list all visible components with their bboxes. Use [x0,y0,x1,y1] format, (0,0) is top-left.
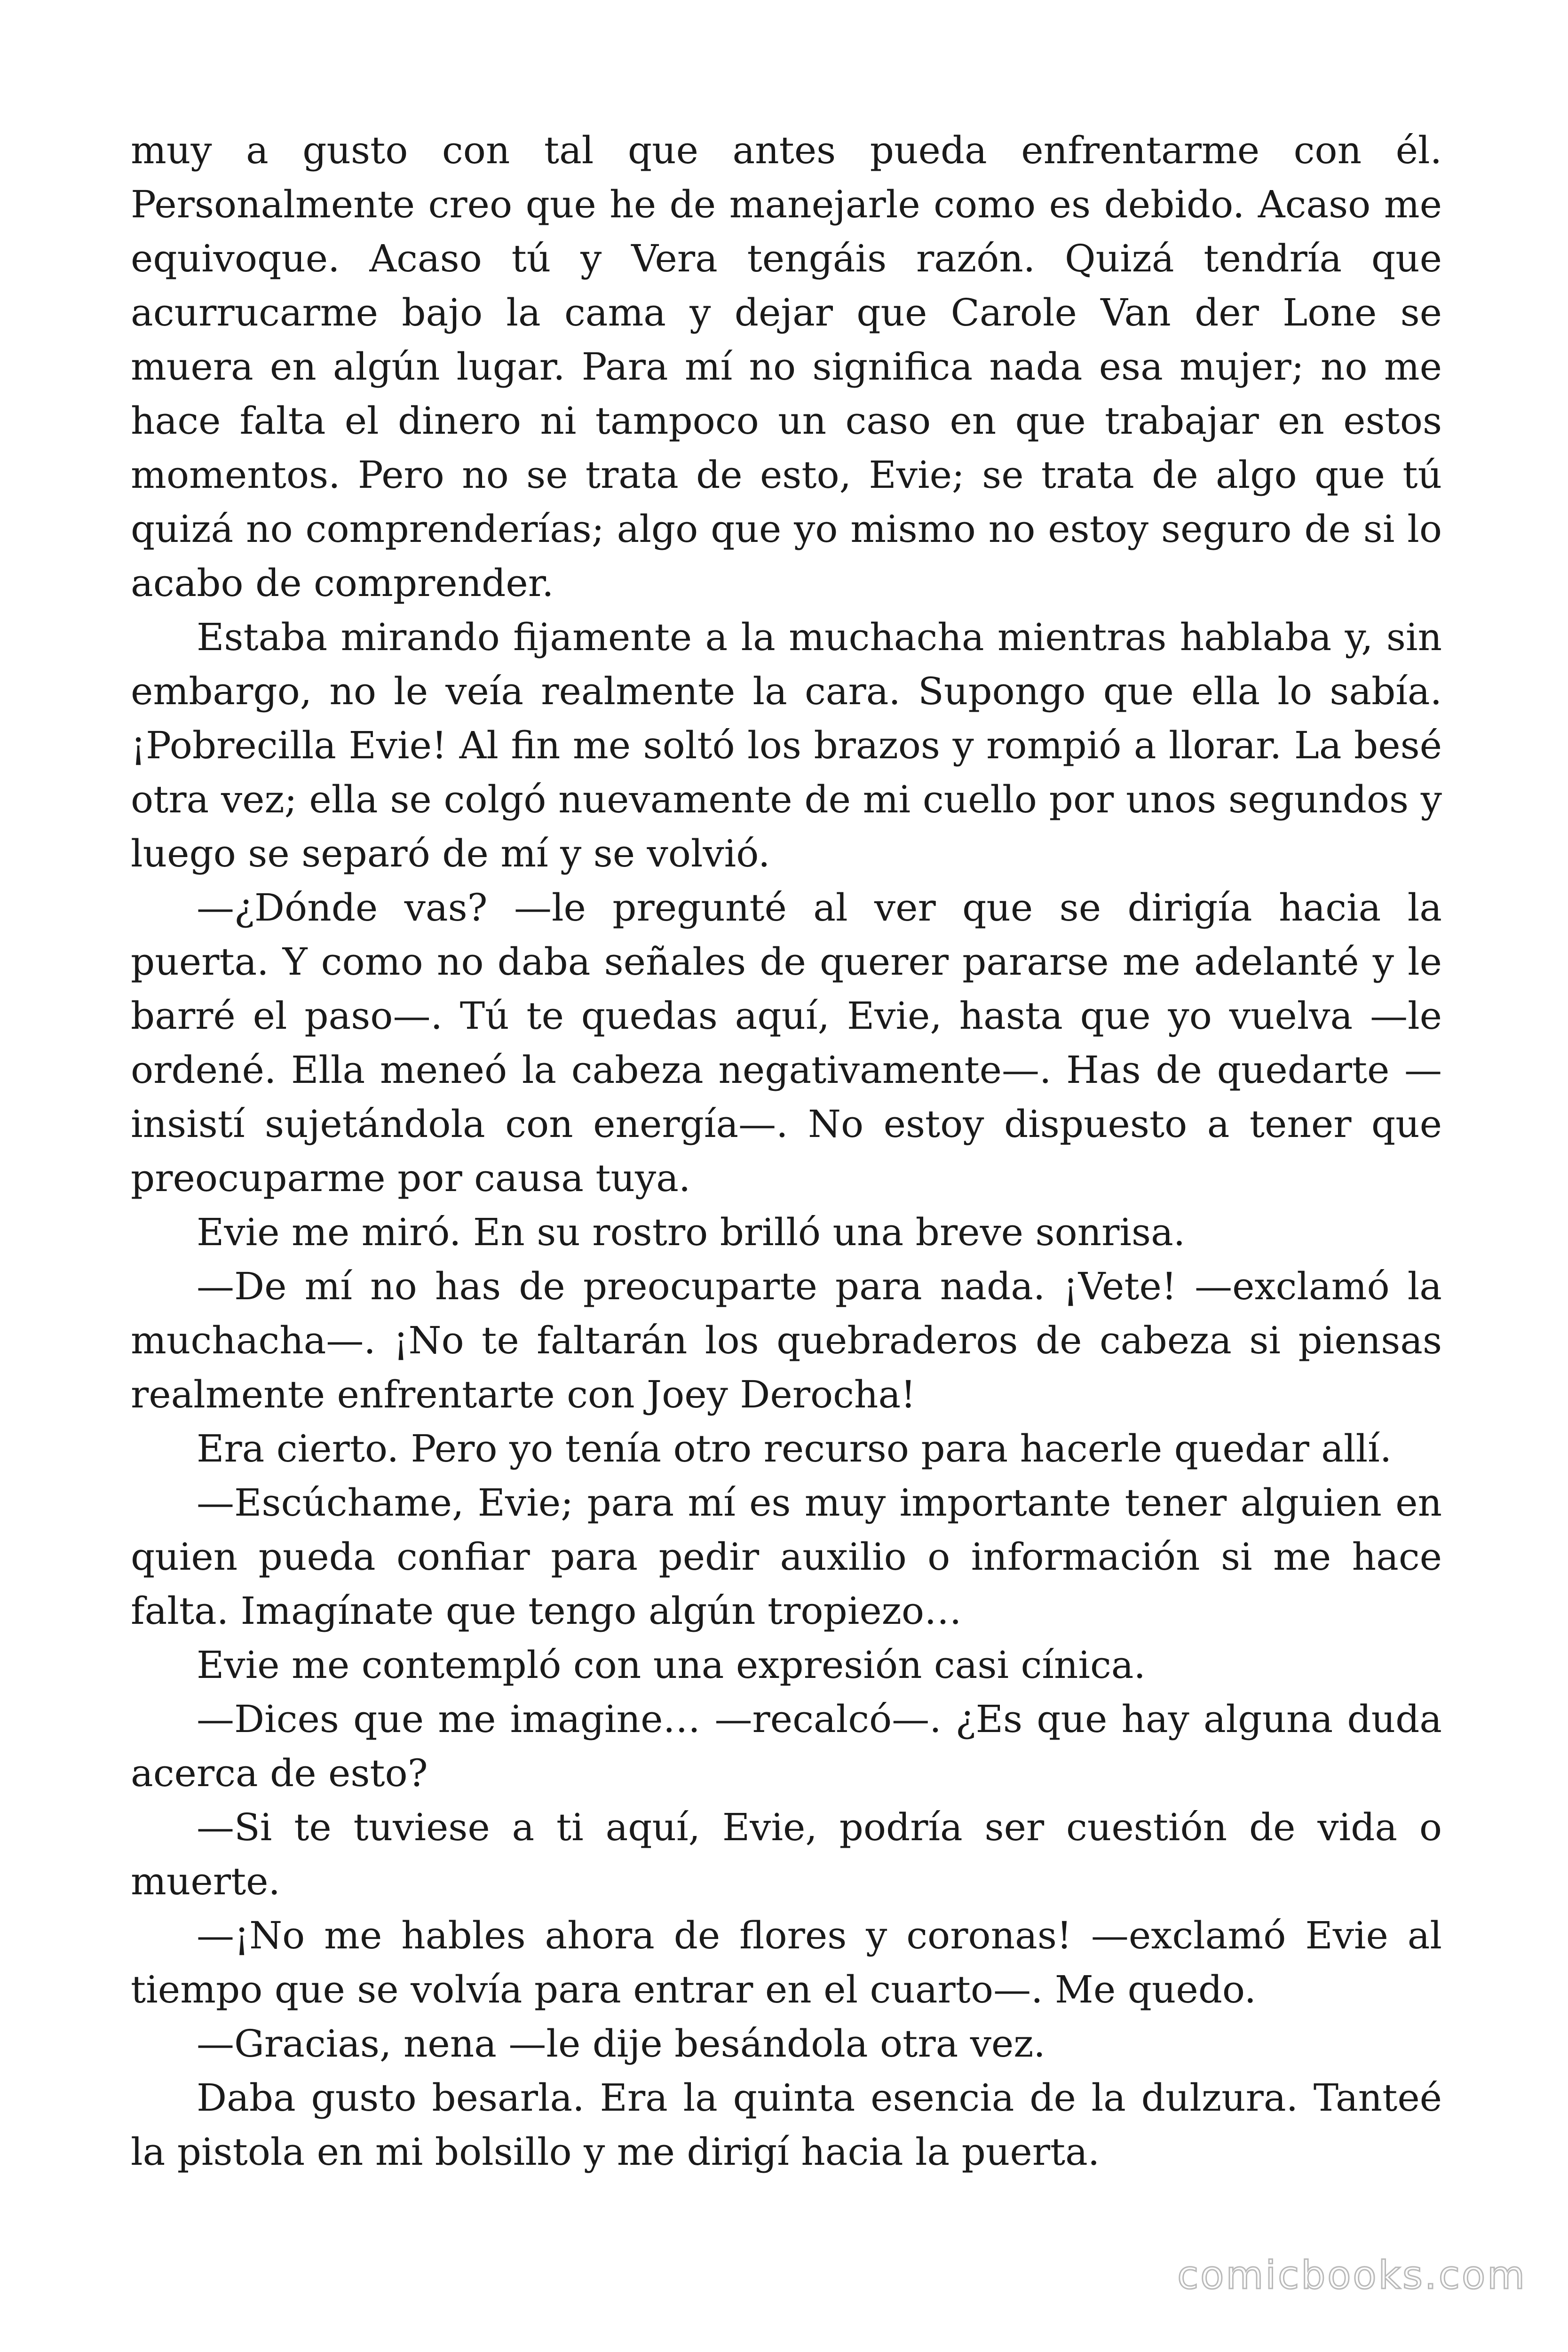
paragraph-3: —¿Dónde vas? —le pregunté al ver que se dirigía hacia la puerta. Y como no daba señales de querer pararse me adelanté y le barré el paso—. Tú te quedas aquí, Evie, hasta que yo vuelva —le ordené. Ella meneó la cabeza negativamente—. Has de quedarte —insistí sujetándola con energía—. No estoy dispuesto a tener que preocuparme por causa tuya. [131,886,1442,1200]
paragraph-5: —De mí no has de preocuparte para nada. ¡Vete! —exclamó la muchacha—. ¡No te faltarán los quebraderos de cabeza si piensas realmente enfrentarte con Joey Derocha! [131,1264,1442,1416]
paragraph-13: Daba gusto besarla. Era la quinta esencia de la dulzura. Tanteé la pistola en mi bolsillo y me dirigí hacia la puerta. [131,2076,1442,2174]
paragraph-10: —Si te tuviese a ti aquí, Evie, podría ser cuestión de vida o muerte. [131,1805,1442,1903]
page-body-text [131,123,1442,2179]
paragraph-6: Era cierto. Pero yo tenía otro recurso para hacerle quedar allí. [197,1427,1392,1470]
paragraph-4: Evie me miró. En su rostro brilló una breve sonrisa. [197,1210,1186,1254]
paragraph-11: —¡No me hables ahora de flores y coronas! —exclamó Evie al tiempo que se volvía para entrar en el cuarto—. Me quedo. [131,1914,1442,2011]
paragraph-2: Estaba mirando fijamente a la muchacha mientras hablaba y, sin embargo, no le veía realmente la cara. Supongo que ella lo sabía. ¡Pobrecilla Evie! Al fin me soltó los brazos y rompió a llorar. La besé otra vez; ella se colgó nuevamente de mi cuello por unos segundos y luego se separó de mí y se volvió. [131,615,1442,875]
paragraph-8: Evie me contempló con una expresión casi cínica. [197,1643,1146,1687]
paragraph-12: —Gracias, nena —le dije besándola otra vez. [197,2022,1045,2066]
watermark-logo: comicbooks.com [1177,2253,1527,2298]
paragraph-9: —Dices que me imagine… —recalcó—. ¿Es que hay alguna duda acerca de esto? [131,1697,1442,1795]
paragraph-1: muy a gusto con tal que antes pueda enfrentarme con él. Personalmente creo que he de manejarle como es debido. Acaso me equivoque. Acaso tú y Vera tengáis razón. Quizá tendría que acurrucarme bajo la cama y dejar que Carole Van der Lone se muera en algún lugar. Para mí no significa nada esa mujer; no me hace falta el dinero ni tampoco un caso en que trabajar en estos momentos. Pero no se trata de esto, Evie; se trata de algo que tú quizá no comprenderías; algo que yo mismo no estoy seguro de si lo acabo de comprender. [131,128,1442,605]
paragraph-7: —Escúchame, Evie; para mí es muy importante tener alguien en quien pueda confiar para pedir auxilio o información si me hace falta. Imagínate que tengo algún tropiezo… [131,1481,1442,1633]
